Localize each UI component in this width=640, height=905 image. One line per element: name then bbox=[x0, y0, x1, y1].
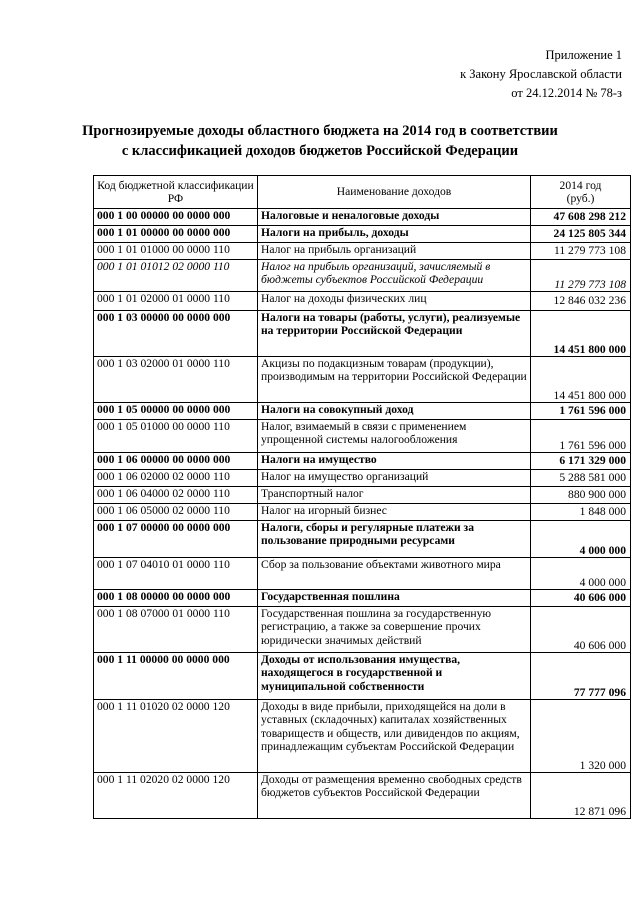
row-code: 000 1 08 07000 01 0000 110 bbox=[94, 607, 258, 653]
row-name: Налог, взимаемый в связи с применением упрощенной системы налогообложения bbox=[258, 420, 531, 453]
table-row bbox=[94, 773, 631, 819]
row-code: 000 1 11 00000 00 0000 000 bbox=[94, 653, 258, 700]
row-name: Налоги на прибыль, доходы bbox=[258, 226, 531, 243]
row-name: Налоги на товары (работы, услуги), реализуемые на территории Российской Федерации bbox=[258, 311, 531, 357]
table-row bbox=[94, 653, 631, 700]
row-amount: 5 288 581 000 bbox=[531, 470, 631, 487]
row-code: 000 1 03 00000 00 0000 000 bbox=[94, 311, 258, 357]
row-code: 000 1 11 02020 02 0000 120 bbox=[94, 773, 258, 819]
table-row bbox=[94, 420, 631, 453]
row-name: Налоги на совокупный доход bbox=[258, 403, 531, 420]
row-code: 000 1 06 05000 02 0000 110 bbox=[94, 504, 258, 521]
table-header-row bbox=[94, 176, 631, 209]
row-name: Доходы от использования имущества, находящегося в государственной и муниципальной собственности bbox=[258, 653, 531, 700]
appendix-note bbox=[362, 46, 622, 103]
revenue-table bbox=[93, 175, 631, 819]
row-code: 000 1 06 02000 02 0000 110 bbox=[94, 470, 258, 487]
row-code: 000 1 11 01020 02 0000 120 bbox=[94, 700, 258, 773]
row-name: Налог на прибыль организаций, зачисляемый в бюджеты субъектов Российской Федерации bbox=[258, 260, 531, 292]
row-code: 000 1 00 00000 00 0000 000 bbox=[94, 209, 258, 226]
row-amount: 11 279 773 108 bbox=[531, 260, 631, 292]
row-amount: 47 608 298 212 bbox=[531, 209, 631, 226]
row-code: 000 1 06 04000 02 0000 110 bbox=[94, 487, 258, 504]
appendix-line-2: к Закону Ярославской области bbox=[460, 67, 622, 81]
row-name: Налоговые и неналоговые доходы bbox=[258, 209, 531, 226]
row-name: Налог на игорный бизнес bbox=[258, 504, 531, 521]
row-name: Налог на прибыль организаций bbox=[258, 243, 531, 260]
title-line-1: Прогнозируемые доходы областного бюджета на 2014 год в соответствии bbox=[82, 123, 558, 139]
table-row bbox=[94, 311, 631, 357]
row-amount: 14 451 800 000 bbox=[531, 311, 631, 357]
row-amount: 880 900 000 bbox=[531, 487, 631, 504]
table-row bbox=[94, 453, 631, 470]
row-code: 000 1 03 02000 01 0000 110 bbox=[94, 357, 258, 403]
row-amount: 1 848 000 bbox=[531, 504, 631, 521]
row-code: 000 1 01 00000 00 0000 000 bbox=[94, 226, 258, 243]
header-amount bbox=[531, 176, 631, 209]
table-row bbox=[94, 209, 631, 226]
row-name: Налог на доходы физических лиц bbox=[258, 292, 531, 311]
table-row bbox=[94, 590, 631, 607]
header-code: Код бюджетной классификации РФ bbox=[94, 176, 258, 209]
row-amount: 14 451 800 000 bbox=[531, 357, 631, 403]
row-code: 000 1 08 00000 00 0000 000 bbox=[94, 590, 258, 607]
row-name: Государственная пошлина bbox=[258, 590, 531, 607]
row-name: Транспортный налог bbox=[258, 487, 531, 504]
row-name: Акцизы по подакцизным товарам (продукции), производимым на территории Российской Федерации bbox=[258, 357, 531, 403]
row-amount: 12 871 096 bbox=[531, 773, 631, 819]
page-title bbox=[40, 121, 600, 161]
row-code: 000 1 05 01000 00 0000 110 bbox=[94, 420, 258, 453]
row-amount: 40 606 000 bbox=[531, 590, 631, 607]
table-row bbox=[94, 357, 631, 403]
table-row bbox=[94, 403, 631, 420]
row-code: 000 1 07 00000 00 0000 000 bbox=[94, 521, 258, 558]
table-row bbox=[94, 558, 631, 590]
row-amount: 6 171 329 000 bbox=[531, 453, 631, 470]
table-row bbox=[94, 260, 631, 292]
header-name: Наименование доходов bbox=[258, 176, 531, 209]
header-amount-unit: (руб.) bbox=[566, 192, 595, 205]
table-row bbox=[94, 700, 631, 773]
row-amount: 11 279 773 108 bbox=[531, 243, 631, 260]
table-row bbox=[94, 226, 631, 243]
appendix-line-3: от 24.12.2014 № 78-з bbox=[511, 86, 622, 100]
row-amount: 1 320 000 bbox=[531, 700, 631, 773]
row-code: 000 1 06 00000 00 0000 000 bbox=[94, 453, 258, 470]
title-line-2: с классификацией доходов бюджетов Российской Федерации bbox=[121, 143, 519, 159]
row-name: Доходы в виде прибыли, приходящейся на доли в уставных (складочных) капиталах хозяйственных товариществ и обществ, или дивидендов по акциям, принадлежащим субъектам Российской Федерации bbox=[258, 700, 531, 773]
row-name: Сбор за пользование объектами животного мира bbox=[258, 558, 531, 590]
table-row bbox=[94, 470, 631, 487]
row-amount: 40 606 000 bbox=[531, 607, 631, 653]
row-code: 000 1 07 04010 01 0000 110 bbox=[94, 558, 258, 590]
table-row bbox=[94, 243, 631, 260]
row-name: Государственная пошлина за государственную регистрацию, а также за совершение прочих юридически значимых действий bbox=[258, 607, 531, 653]
row-name: Доходы от размещения временно свободных средств бюджетов субъектов Российской Федерации bbox=[258, 773, 531, 819]
row-code: 000 1 05 00000 00 0000 000 bbox=[94, 403, 258, 420]
row-name: Налог на имущество организаций bbox=[258, 470, 531, 487]
row-name: Налоги на имущество bbox=[258, 453, 531, 470]
row-code: 000 1 01 01012 02 0000 110 bbox=[94, 260, 258, 292]
row-code: 000 1 01 02000 01 0000 110 bbox=[94, 292, 258, 311]
header-amount-year: 2014 год bbox=[559, 178, 602, 192]
row-code: 000 1 01 01000 00 0000 110 bbox=[94, 243, 258, 260]
row-name: Налоги, сборы и регулярные платежи за пользование природными ресурсами bbox=[258, 521, 531, 558]
table-row bbox=[94, 607, 631, 653]
table-row bbox=[94, 504, 631, 521]
row-amount: 1 761 596 000 bbox=[531, 420, 631, 453]
row-amount: 12 846 032 236 bbox=[531, 292, 631, 311]
row-amount: 77 777 096 bbox=[531, 653, 631, 700]
table-row bbox=[94, 292, 631, 311]
row-amount: 24 125 805 344 bbox=[531, 226, 631, 243]
appendix-line-1: Приложение 1 bbox=[545, 48, 622, 62]
table-row bbox=[94, 487, 631, 504]
table-row bbox=[94, 521, 631, 558]
row-amount: 4 000 000 bbox=[531, 521, 631, 558]
row-amount: 4 000 000 bbox=[531, 558, 631, 590]
row-amount: 1 761 596 000 bbox=[531, 403, 631, 420]
